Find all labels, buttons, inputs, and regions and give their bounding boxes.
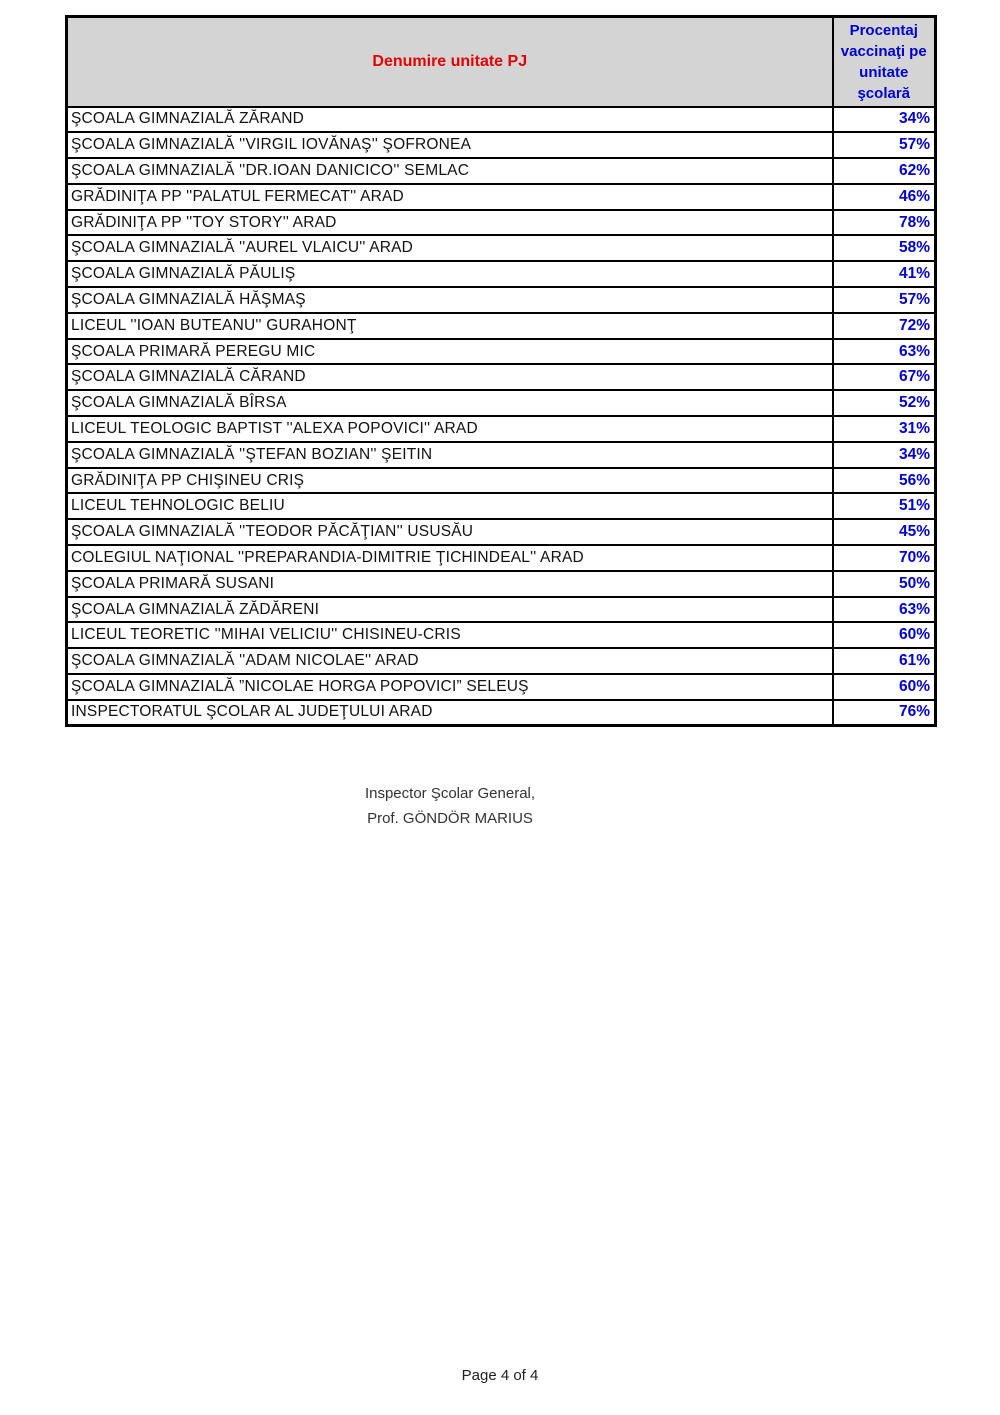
school-name-cell: COLEGIUL NAŢIONAL ''PREPARANDIA-DIMITRIE ŢICHINDEAL'' ARAD: [67, 545, 833, 571]
header-percent-line: Procentaj: [849, 21, 918, 39]
percent-cell: 78%: [833, 210, 936, 236]
school-name-cell: ŞCOALA GIMNAZIALĂ ''AUREL VLAICU'' ARAD: [67, 235, 833, 261]
table-row: [67, 184, 936, 210]
header-percent-line: vaccinaţi pe: [840, 42, 927, 60]
header-percent-line: şcolară: [857, 84, 911, 102]
percent-cell: 70%: [833, 545, 936, 571]
percent-cell: 60%: [833, 622, 936, 648]
school-name-cell: ŞCOALA PRIMARĂ SUSANI: [67, 571, 833, 597]
table-row: [67, 210, 936, 236]
table-row: [67, 158, 936, 184]
school-name-cell: LICEUL TEOLOGIC BAPTIST ''ALEXA POPOVICI'' ARAD: [67, 416, 833, 442]
school-name-cell: GRĂDINIŢA PP ''TOY STORY'' ARAD: [67, 210, 833, 236]
table-row: [67, 416, 936, 442]
percent-cell: 67%: [833, 364, 936, 390]
signature-name: Prof. GÖNDÖR MARIUS: [367, 810, 533, 827]
percent-cell: 63%: [833, 339, 936, 365]
school-name-cell: ŞCOALA GIMNAZIALĂ ''ADAM NICOLAE'' ARAD: [67, 648, 833, 674]
table-row: [67, 132, 936, 158]
page-footer: Page 4 of 4: [461, 1367, 539, 1384]
table-row: [67, 107, 936, 133]
table-header: [67, 17, 936, 107]
percent-cell: 62%: [833, 158, 936, 184]
vaccination-table: [65, 15, 937, 727]
school-name-cell: ŞCOALA GIMNAZIALĂ CĂRAND: [67, 364, 833, 390]
percent-cell: 51%: [833, 493, 936, 519]
percent-cell: 41%: [833, 261, 936, 287]
table-row: [67, 597, 936, 623]
percent-cell: 56%: [833, 468, 936, 494]
percent-cell: 31%: [833, 416, 936, 442]
school-name-cell: ŞCOALA GIMNAZIALĂ ZĂDĂRENI: [67, 597, 833, 623]
table-row: [67, 339, 936, 365]
percent-cell: 57%: [833, 132, 936, 158]
table-row: [67, 468, 936, 494]
percent-cell: 57%: [833, 287, 936, 313]
percent-cell: 50%: [833, 571, 936, 597]
table-row: [67, 622, 936, 648]
school-name-cell: ŞCOALA GIMNAZIALĂ HĂŞMAŞ: [67, 287, 833, 313]
table-row: [67, 235, 936, 261]
table-row: [67, 287, 936, 313]
school-name-cell: INSPECTORATUL ŞCOLAR AL JUDEŢULUI ARAD: [67, 700, 833, 726]
table-row: [67, 571, 936, 597]
percent-cell: 45%: [833, 519, 936, 545]
signature-title: Inspector Şcolar General,: [364, 785, 536, 802]
table-row: [67, 648, 936, 674]
school-name-cell: GRĂDINIŢA PP ''PALATUL FERMECAT'' ARAD: [67, 184, 833, 210]
header-row: [67, 17, 936, 107]
school-name-cell: LICEUL ''IOAN BUTEANU'' GURAHONŢ: [67, 313, 833, 339]
school-name-cell: ŞCOALA GIMNAZIALĂ ZĂRAND: [67, 107, 833, 133]
school-name-cell: ŞCOALA GIMNAZIALĂ ''DR.IOAN DANICICO'' SEMLAC: [67, 158, 833, 184]
school-name-cell: ŞCOALA GIMNAZIALĂ BÎRSA: [67, 390, 833, 416]
school-name-cell: ŞCOALA GIMNAZIALĂ ''TEODOR PĂCĂŢIAN'' USUSĂU: [67, 519, 833, 545]
table-row: [67, 442, 936, 468]
header-cell-percent: [833, 17, 936, 107]
table-body: [67, 107, 936, 726]
percent-cell: 34%: [833, 442, 936, 468]
percent-cell: 58%: [833, 235, 936, 261]
table-row: [67, 261, 936, 287]
table-row: [67, 364, 936, 390]
percent-cell: 60%: [833, 674, 936, 700]
percent-cell: 63%: [833, 597, 936, 623]
percent-cell: 34%: [833, 107, 936, 133]
table-row: [67, 700, 936, 726]
table-row: [67, 313, 936, 339]
table-row: [67, 493, 936, 519]
school-name-cell: ŞCOALA PRIMARĂ PEREGU MIC: [67, 339, 833, 365]
school-name-cell: LICEUL TEHNOLOGIC BELIU: [67, 493, 833, 519]
school-name-cell: ŞCOALA GIMNAZIALĂ ''VIRGIL IOVĂNAŞ'' ŞOFRONEA: [67, 132, 833, 158]
percent-cell: 61%: [833, 648, 936, 674]
school-name-cell: ŞCOALA GIMNAZIALĂ ''ŞTEFAN BOZIAN'' ŞEITIN: [67, 442, 833, 468]
percent-cell: 72%: [833, 313, 936, 339]
school-name-cell: LICEUL TEORETIC ''MIHAI VELICIU'' CHISINEU-CRIS: [67, 622, 833, 648]
percent-cell: 76%: [833, 700, 936, 726]
table-row: [67, 519, 936, 545]
percent-cell: 46%: [833, 184, 936, 210]
school-name-cell: GRĂDINIŢA PP CHIŞINEU CRIŞ: [67, 468, 833, 494]
header-cell-unit-name: Denumire unitate PJ: [67, 17, 833, 107]
school-name-cell: ŞCOALA GIMNAZIALĂ ”NICOLAE HORGA POPOVICI” SELEUŞ: [67, 674, 833, 700]
signature-block: [300, 781, 600, 831]
table-row: [67, 545, 936, 571]
percent-cell: 52%: [833, 390, 936, 416]
school-name-cell: ŞCOALA GIMNAZIALĂ PĂULIŞ: [67, 261, 833, 287]
header-percent-line: unitate: [859, 63, 909, 81]
table-row: [67, 390, 936, 416]
table-row: [67, 674, 936, 700]
